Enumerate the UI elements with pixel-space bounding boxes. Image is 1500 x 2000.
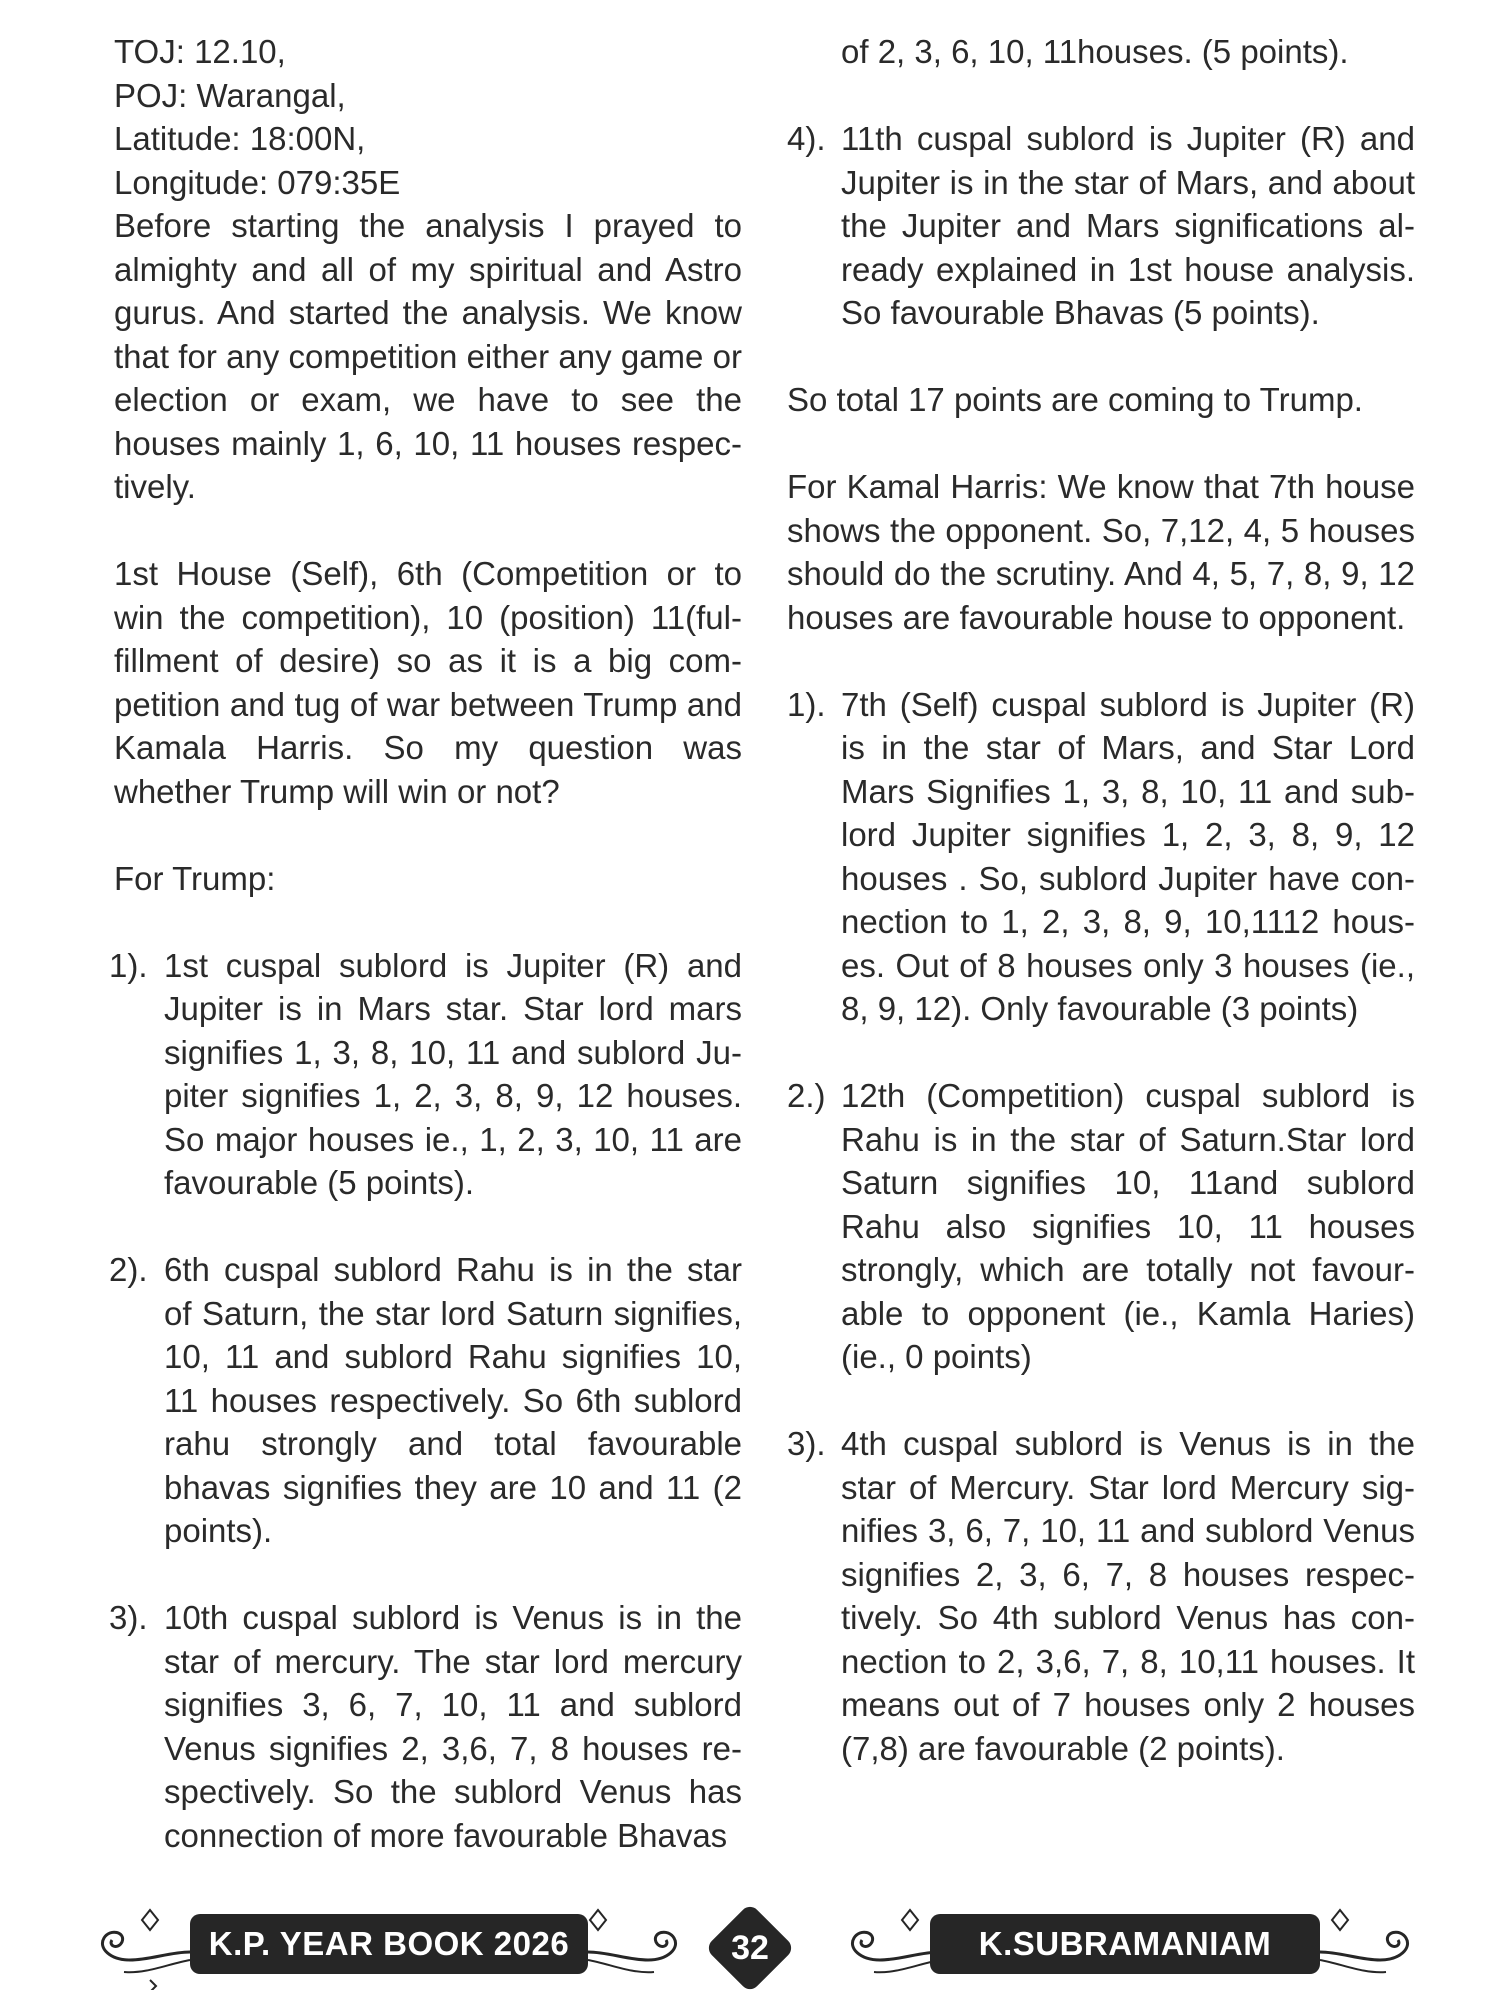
- scroll-ornament-icon: [830, 1890, 940, 1990]
- scroll-ornament-icon: [1320, 1890, 1420, 1990]
- book-title-banner: K.P. YEAR BOOK 2026: [190, 1914, 588, 1974]
- list-text: 6th cuspal sublord Rahu is in the star of Saturn, the star lord Saturn signifies, 10, 11 and sublord Rahu signifies 10, 11 houses respectively. So 6th sublord rahu strongly and total favourable bhavas signifies they are 10 and 11 (2 points).: [164, 1251, 742, 1549]
- list-text: 11th cuspal sublord is Jupiter (R) and Jupiter is in the star of Mars, and about the Jupiter and Mars significations already explained in 1st house analysis. So favourable Bhavas (5 points).: [841, 120, 1415, 331]
- time-of-judgement: TOJ: 12.10,: [114, 33, 286, 70]
- page-footer: [0, 1880, 1500, 1990]
- place-of-judgement: POJ: Warangal,: [114, 76, 346, 114]
- intro-paragraph: Before starting the analysis I prayed to almighty and all of my spiritual and Astro gurus. And started the analysis. We know that for any competition either any game or election or exam, we have to see the houses mainly 1, 6, 10, 11 houses respectively.: [114, 207, 742, 505]
- list-text: 1st cuspal sublord is Jupiter (R) and Jupiter is in Mars star. Star lord mars signifies 1, 3, 8, 10, 11 and sublord Jupiter signifies 1, 2, 3, 8, 9, 12 houses. So major houses ie., 1, 2, 3, 10, 11 are favourable (5 points).: [164, 946, 742, 1201]
- right-column: [787, 30, 1415, 1770]
- latitude: Latitude: 18:00N,: [114, 120, 366, 157]
- list-item: [787, 1074, 1415, 1379]
- houses-paragraph: 1st House (Self), 6th (Competition or to win the competition), 10 (position) 11(fulfillment of desire) so as it is a big competition and tug of war between Trump and Kamala Harris. So my question was whether Trump will win or not?: [114, 555, 742, 810]
- list-number: 2).: [109, 1251, 148, 1288]
- list-number: 1).: [787, 685, 826, 723]
- list-number: 1).: [109, 946, 148, 984]
- continuation-line: of 2, 3, 6, 10, 11houses. (5 points).: [841, 33, 1349, 70]
- longitude: Longitude: 079:35E: [114, 163, 401, 201]
- list-number: 3).: [787, 1425, 826, 1462]
- left-column: [109, 30, 742, 1857]
- list-item: [109, 1596, 742, 1857]
- list-text: 12th (Competition) cuspal sublord is Rahu is in the star of Saturn.Star lord Saturn signifies 10, 11and sublord Rahu also signifies 10, 11 houses strongly, which are totally not favourable to opponent (ie., Kamla Haries) (ie., 0 points): [841, 1077, 1415, 1375]
- list-text: 7th (Self) cuspal sublord is Jupiter (R) is in the star of Mars, and Star Lord Mars Signifies 1, 3, 8, 10, 11 and sublord Jupiter signifies 1, 2, 3, 8, 9, 12 houses . So, sublord Jupiter have connection to 1, 2, 3, 8, 9, 10,1112 houses. Out of 8 houses only 3 houses (ie., 8, 9, 12). Only favourable (3 points): [841, 685, 1415, 1027]
- list-number: 3).: [109, 1599, 148, 1636]
- list-item: [787, 117, 1415, 335]
- scroll-ornament-icon: [588, 1890, 688, 1990]
- page-number: 32: [731, 1929, 769, 1967]
- list-item: [787, 683, 1415, 1031]
- list-item: [787, 1422, 1415, 1770]
- kamala-intro: For Kamal Harris: We know that 7th house shows the opponent. So, 7,12, 4, 5 houses should do the scrutiny. And 4, 5, 7, 8, 9, 12 houses are favourable house to opponent.: [787, 468, 1415, 636]
- scroll-ornament-icon: [90, 1890, 200, 1990]
- list-text: 10th cuspal sublord is Venus is in the star of mercury. The star lord mercury signifies 3, 6, 7, 10, 11 and sublord Venus signifies 2, 3,6, 7, 8 houses respectively. So the sublord Venus has connection of more favourable Bhavas: [164, 1599, 742, 1854]
- for-trump-heading: For Trump:: [114, 859, 276, 897]
- trump-total: So total 17 points are coming to Trump.: [787, 381, 1363, 418]
- list-item: [109, 944, 742, 1205]
- list-text: 4th cuspal sublord is Venus is in the star of Mercury. Star lord Mercury signifies 3, 6, 7, 10, 11 and sublord Venus signifies 2, 3, 6, 7, 8 houses respectively. So 4th sublord Venus has connection to 2, 3,6, 7, 8, 10,11 houses. It means out of 7 houses only 2 houses (7,8) are favourable (2 points).: [841, 1425, 1415, 1767]
- list-number: 4).: [787, 120, 826, 157]
- list-item: [109, 1248, 742, 1553]
- author-banner: K.SUBRAMANIAM: [930, 1914, 1320, 1974]
- list-number: 2.): [787, 1077, 826, 1114]
